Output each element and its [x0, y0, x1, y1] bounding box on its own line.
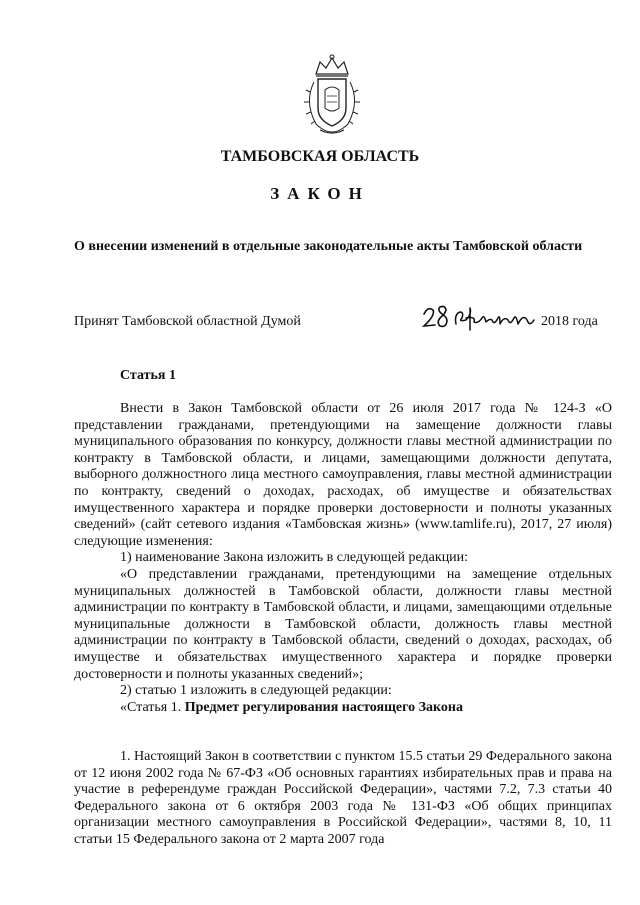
law-title: О внесении изменений в отдельные законодательные акты Тамбовской области [74, 239, 583, 254]
amendment-item-1: 1) наименование Закона изложить в следующей редакции: [120, 550, 469, 566]
paragraph-1 [74, 749, 612, 849]
quote-prefix: «Статья 1. [120, 699, 182, 715]
paragraph-1-text: 1. Настоящий Закон в соответствии с пунктом 15.5 статьи 29 Федерального закона от 12 июня 2002 года № 67-ФЗ «Об основных гарантиях избирательных прав и права на участие в референдуме граждан Российской Федерации», частями 7.2, 7.3 статьи 40 Федерального закона от 6 октября 2003 года № 131-ФЗ «Об общих принципах организации местного самоуправления в Российской Федерации», частями 8, 10, 11 статьи 15 Федерального закона от 2 марта 2007 года [74, 749, 612, 847]
handwritten-date-signature [420, 300, 540, 334]
amendment-item-2-quote [74, 700, 612, 717]
adopted-by: Принят Тамбовской областной Думой [74, 314, 301, 329]
article-body [74, 401, 612, 716]
document-type: ЗАКОН [270, 184, 370, 203]
article-heading: Статья 1 [120, 368, 176, 383]
coat-of-arms-icon [296, 52, 368, 136]
article-intro: Внести в Закон Тамбовской области от 26 июля 2017 года № 124-З «О представлении гражданами, претендующими на замещение должности главы муниципального образования по конкурсу, должности главы местной администрации по контракту в Тамбовской области, и лицами, замещающими должности депутата, выборного должностного лица местного самоуправления, главы местной администрации по контракту, сведений о доходах, расходах, об имуществе и обязательствах имущественного характера и порядке проверки достоверности и полноты указанных сведений» (сайт сетевого издания «Тамбовская жизнь» (www.tamlife.ru), 2017, 27 июля) следующие изменения: [74, 401, 612, 549]
amendment-item-2: 2) статью 1 изложить в следующей редакции: [120, 683, 392, 699]
adoption-year: 2018 года [541, 314, 598, 329]
quote-article-title: Предмет регулирования настоящего Закона [184, 699, 463, 715]
region-title: ТАМБОВСКАЯ ОБЛАСТЬ [220, 148, 420, 165]
amendment-item-1-quote: «О представлении гражданами, претендующими на замещение отдельных муниципальных должностей в Тамбовской области, должности главы местной администрации по контракту в Тамбовской области, и лицами, замещающими отдельные муниципальные должности в Тамбовской области, должность главы местной администрации по контракту в Тамбовской области, сведений о доходах, расходах, об имуществе и обязательствах имущественного характера и порядке проверки достоверности и полноты указанных сведений»; [74, 566, 612, 682]
